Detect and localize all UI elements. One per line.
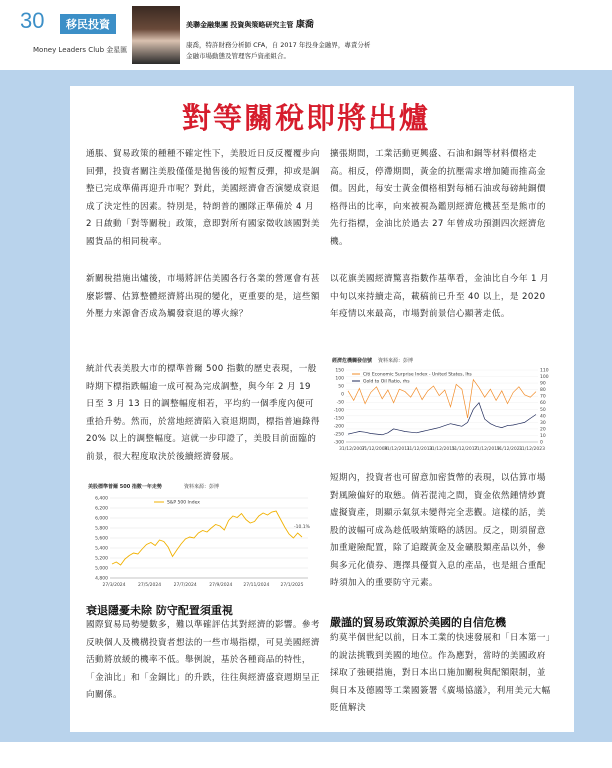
x-tick-label: 31/12/2019 — [474, 447, 500, 452]
club-name: Money Leaders Club 金星匯 — [33, 46, 128, 54]
x-tick-label: 27/9/2024 — [209, 583, 233, 588]
left-column — [86, 146, 322, 466]
y-tick-label: 5,200 — [95, 556, 108, 562]
paragraph: 國際貿易局勢變數多，難以準確評估其對經濟的影響。參考反映個人及機構投資者想法的一些市場指標，可見美國經濟活動將放緩的機率不低。舉例說，基於各種商品的特性，「金油比」和「金銅比」的升跌，往往與經濟盛衰週期呈正向關係。 — [86, 620, 320, 700]
x-tick-label: 31/12/2021 — [496, 447, 523, 452]
article-title: 對等關稅即將出爐 — [181, 101, 430, 135]
y-right-tick-label: 30 — [540, 420, 546, 426]
x-tick-label: 27/1/2025 — [280, 583, 304, 588]
y-left-tick-label: 100 — [335, 376, 344, 382]
y-tick-label: 6,000 — [95, 516, 108, 522]
x-tick-label: 31/12/2013 — [406, 447, 433, 452]
sp500-chart-plot — [86, 492, 322, 597]
x-tick-label: 27/5/2024 — [138, 583, 162, 588]
left-subheading: 衰退隱憂未除 防守配置須重視 — [86, 604, 233, 617]
x-tick-label: 31/12/2017 — [451, 447, 478, 452]
paragraph: 通脹、貿易政策的種種不確定性下，美股近日反反覆覆步向回彈，投資者關注美股僅僅是拋售後的短暫反彈，抑或是調整已完成準備再迎升市呢？對此，美國經濟會否演變成衰退成了決定性的因素。特別是，特朗普的團隊正準備於 4 月 2 日啟動「對等關稅」政策，意即對所有國家徵收該國對美國貨品的相同稅率。 — [86, 149, 320, 247]
x-tick-label: 31/12/2007 — [339, 447, 365, 452]
y-right-tick-label: 80 — [540, 388, 546, 394]
x-tick-label: 31/12/2009 — [361, 447, 388, 452]
y-right-tick-label: 20 — [540, 427, 546, 433]
author-bio: 康喬，特許財務分析師 CFA，自 2017 年投身金融界，專責分析金融市場動態及管理客戶資產組合。 — [186, 41, 371, 60]
y-right-tick-label: 90 — [540, 381, 546, 387]
x-tick-label: 27/3/2024 — [102, 583, 126, 588]
x-tick-label: 27/11/2024 — [243, 583, 270, 588]
right-subheading: 嚴謹的貿易政策源於美國的自信危機 — [330, 616, 506, 629]
y-tick-label: 4,800 — [95, 576, 108, 582]
paragraph: 統計代表美股大市的標準普爾 500 指數的歷史表現，一般時期下標指跌幅逾一成可視為完成調整，與今年 2 月 19 日至 3 月 13 日的調整幅度相若，平均約一個季度內便可重拾升勢。然而，於當地經濟陷入衰退期間，標指普遍錄得 20% 以上的調整幅度。這就一步印證了，美股目前面臨的前景，很大程度取決於後續經濟發展。 — [86, 364, 320, 462]
y-tick-label: 5,000 — [95, 566, 108, 572]
y-right-tick-label: 50 — [540, 407, 546, 413]
author-name: 康喬 — [295, 20, 314, 30]
chart-title: 美股標準普爾 500 指數一年走勢 — [88, 484, 162, 490]
legend-label: Gold to Oil Ratio, rhs — [363, 379, 410, 385]
chart-title: 經濟危機觸發信號 — [332, 358, 373, 364]
page-header — [0, 0, 612, 66]
y-left-tick-label: -150 — [333, 416, 344, 422]
right-column — [330, 146, 554, 324]
chart-source: 資料來源：彭博 — [184, 484, 220, 490]
paragraph: 約莫半個世紀以前，日本工業的快速發展和「日本第一」的說法挑戰到美國的地位。作為應對，當時的美國政府採取了強硬措施，對日本出口施加關稅與配額限制，並與日本及德國等工業國簽署《廣場協議》，利用美元大幅貶值解決 — [330, 633, 551, 713]
y-tick-label: 6,400 — [95, 496, 108, 502]
x-tick-label: 27/7/2024 — [173, 583, 197, 588]
y-left-tick-label: -300 — [333, 440, 344, 446]
y-tick-label: 6,200 — [95, 506, 108, 512]
paragraph: 新關稅措施出爐後，市場將評估美國各行各業的營運會有甚麼影響、估算整體經濟將出現的變化，更重要的是，這些額外壓力來源會否成為觸發衰退的導火線？ — [86, 274, 320, 319]
y-right-tick-label: 110 — [540, 368, 549, 374]
legend-label: S&P 500 Index — [167, 500, 200, 506]
y-tick-label: 5,800 — [95, 526, 108, 532]
y-tick-label: 5,600 — [95, 536, 108, 542]
chart-source: 資料來源：彭博 — [378, 358, 414, 364]
gold-oil-chart-plot — [330, 366, 556, 464]
y-right-tick-label: 0 — [540, 440, 543, 446]
left-bottom-column — [86, 617, 322, 705]
author-title — [186, 17, 314, 30]
y-right-tick-label: 40 — [540, 414, 546, 420]
paragraph: 以花旗美國經濟驚喜指數作基準看，金油比自今年 1 月中旬以來持續走高，載稿前已升至 40 以上，是 2020 年疫情以來最高，市場對前景信心顯著走低。 — [330, 274, 549, 319]
legend-label: Citi Economic Surprise Index - United States, lhs — [363, 372, 472, 378]
x-tick-label: 31/12/2023 — [519, 447, 545, 452]
y-left-tick-label: -250 — [333, 432, 344, 438]
y-left-tick-label: -50 — [336, 400, 344, 406]
gold-oil-chart — [330, 356, 556, 464]
y-left-tick-label: 50 — [338, 384, 344, 390]
right-bottom-column — [330, 630, 554, 718]
author-photo — [132, 6, 180, 64]
right-mid-column — [330, 470, 554, 593]
paragraph: 短期內，投資者也可留意加密貨幣的表現，以估算市場對風險偏好的取態。倘若混沌之間，資金依然鍾情炒賣虛擬資產，則顯示氣氛未變得完全悲觀。這樣的話，美股的波幅可成為趁低吸納策略的誘因。反之，則須留意加重避險配置，除了追蹤黃金及金礦股類產品以外，參與多元化債券、選擇具優質入息的產品，也是組合重配時須加入的重要防守元素。 — [330, 473, 546, 588]
y-left-tick-label: 150 — [335, 368, 344, 374]
page-number: 30 — [20, 8, 45, 33]
x-tick-label: 31/12/2015 — [429, 447, 455, 452]
y-left-tick-label: 0 — [341, 392, 344, 398]
author-organization: 美聯金融集團 投資與策略研究主管 — [186, 21, 294, 29]
chart-annotation: -10.1% — [294, 525, 310, 530]
y-right-tick-label: 10 — [540, 433, 546, 439]
sp500-chart — [86, 482, 322, 597]
series-line-citi-surprise — [348, 380, 536, 418]
paragraph: 擴張期間，工業活動更興盛、石油和銅等材料價格走高。相反，停滯期間，黃金的抗壓需求增加隨而推高金價。因此，每安士黃金價格相對每桶石油或每磅純銅價格得出的比率，向來被視為鑑別經濟危機甚至是熊市的先行指標，金油比於過去 27 年曾成功預測四次經濟危機。 — [330, 149, 546, 247]
x-tick-label: 31/12/2011 — [384, 447, 410, 452]
y-tick-label: 5,400 — [95, 546, 108, 552]
y-right-tick-label: 100 — [540, 375, 549, 381]
y-right-tick-label: 60 — [540, 401, 546, 407]
y-right-tick-label: 70 — [540, 394, 546, 400]
y-left-tick-label: -200 — [333, 424, 344, 430]
series-line-gold-oil-ratio — [348, 403, 536, 435]
y-left-tick-label: -100 — [333, 408, 344, 414]
section-label: 移民投資 — [60, 14, 116, 34]
